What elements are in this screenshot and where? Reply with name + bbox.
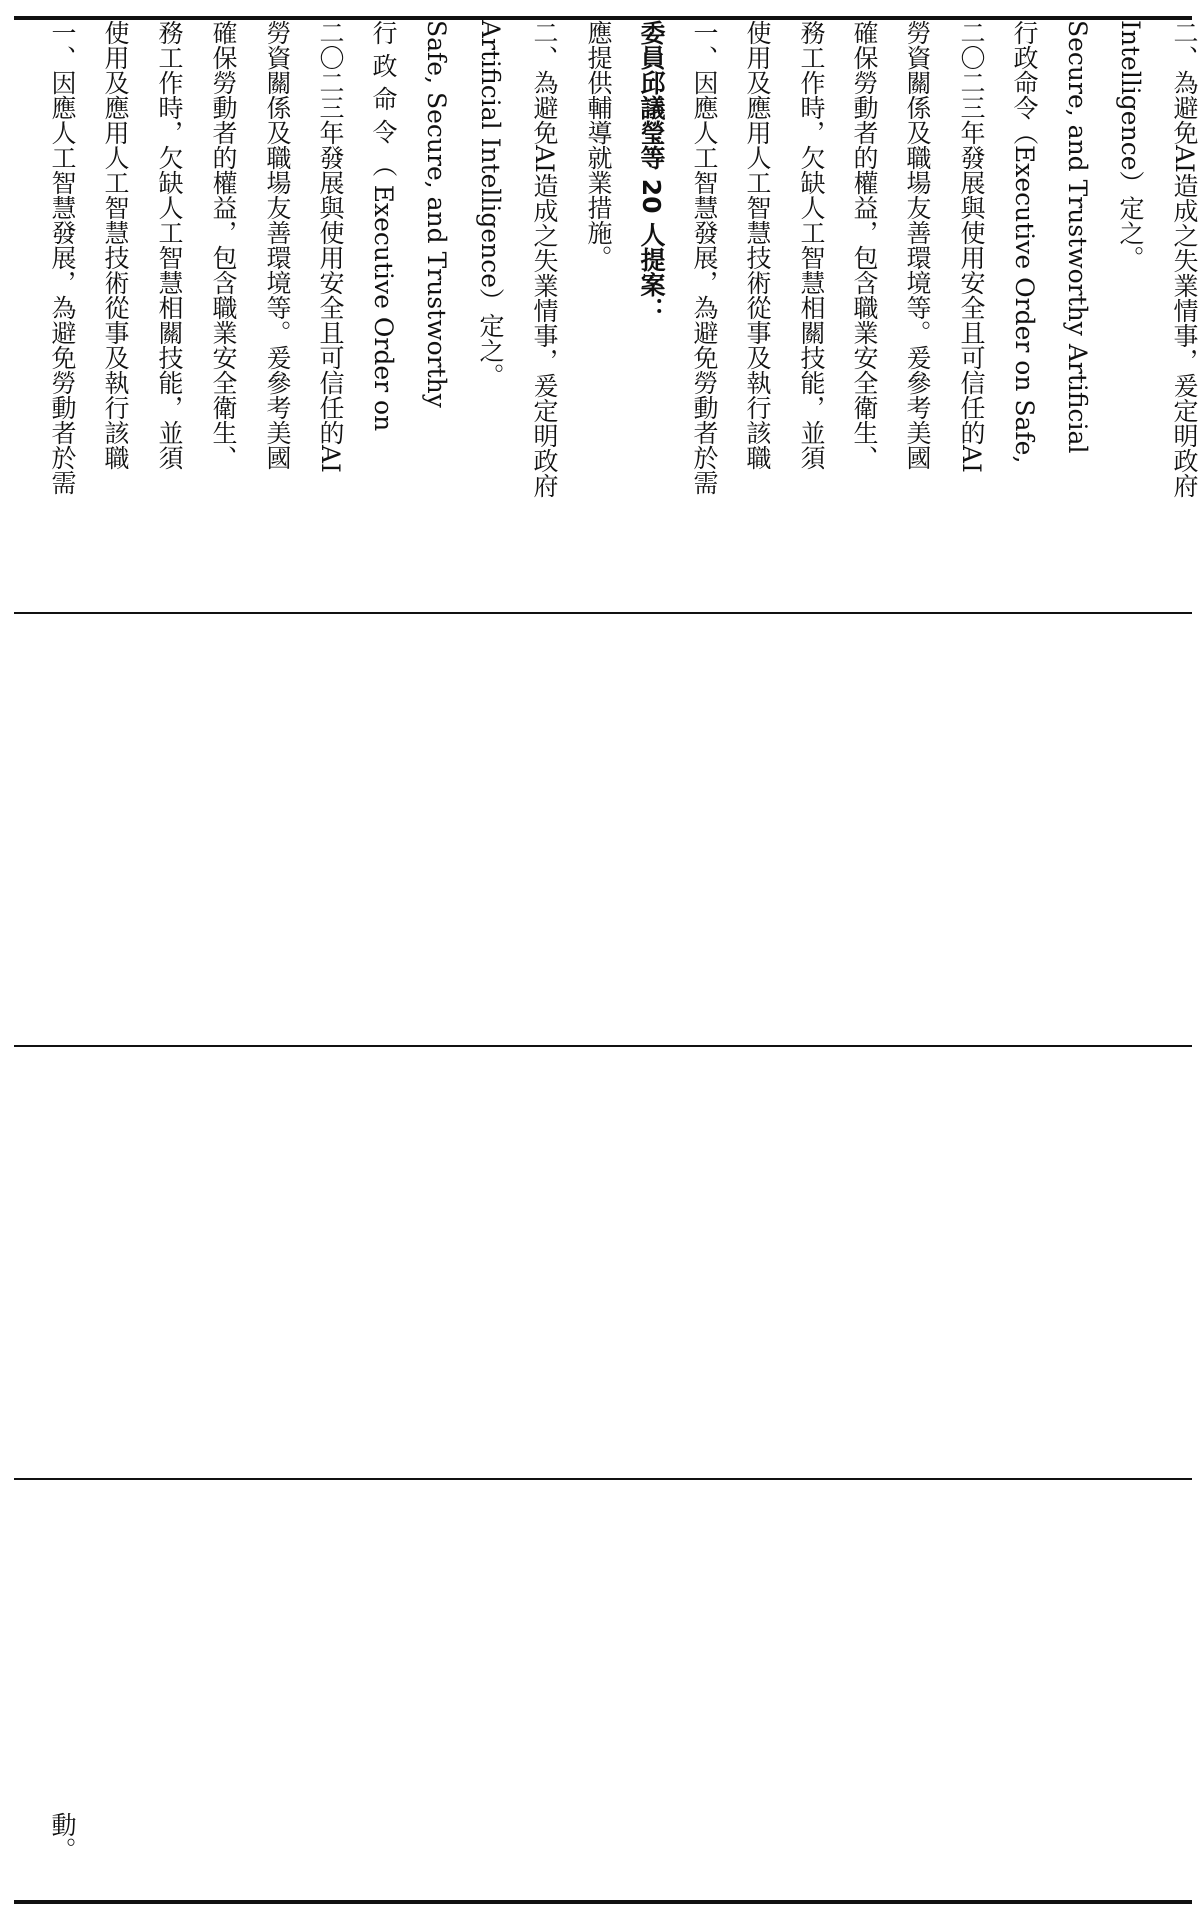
- explanation-line: 二〇二三年發展與使用安全且可信任的AI: [316, 20, 345, 473]
- explanation-line: Secure, and Trustworthy Artificial: [1063, 20, 1092, 454]
- proposal-heading: 委員邱議瑩等 20 人提案：: [637, 20, 666, 323]
- explanation-line: 動。: [48, 1812, 77, 1862]
- explanation-line: 使用及應用人工智慧技術從事及執行該職: [101, 20, 130, 470]
- explanation-line: 二、為避免AI造成之失業情事，爰定明政府: [1170, 20, 1199, 498]
- explanation-line: 勞資關係及職場友善環境等。爰參考美國: [903, 20, 932, 470]
- explanation-line: 確保勞動者的權益，包含職業安全衛生、: [850, 20, 879, 470]
- explanation-line: 勞資關係及職場友善環境等。爰參考美國: [263, 20, 292, 470]
- explanation-line: 行 政 命 令 （ Executive Order on: [369, 20, 398, 432]
- explanation-line: 行政命令（Executive Order on Safe,: [1010, 20, 1039, 464]
- explanation-line: 確保勞動者的權益，包含職業安全衛生、: [209, 20, 238, 470]
- explanation-line: 二、為避免AI造成之失業情事，爰定明政府: [530, 20, 559, 498]
- explanation-line: Artificial Intelligence）定之。: [476, 20, 505, 389]
- table-row: [14, 20, 1199, 610]
- explanation-line: 使用及應用人工智慧技術從事及執行該職: [743, 20, 772, 470]
- table-row: [14, 614, 1192, 1044]
- table-row: [14, 1480, 1192, 1900]
- explanation-line: Safe, Secure, and Trustworthy: [422, 20, 451, 408]
- explanation-line: Intelligence）定之。: [1116, 20, 1145, 271]
- explanation-line: 應提供輔導就業措施。: [584, 20, 613, 270]
- explanation-line: 務工作時，欠缺人工智慧相關技能，並須: [155, 20, 184, 470]
- explanation-line: 一、因應人工智慧發展，為避免勞動者於需: [690, 20, 719, 495]
- explanation-line: 二〇二三年發展與使用安全且可信任的AI: [957, 20, 986, 473]
- explanation-line: 一、因應人工智慧發展，為避免勞動者於需: [48, 20, 77, 495]
- table-bottom-border: [14, 1900, 1192, 1904]
- explanation-line: 務工作時，欠缺人工智慧相關技能，並須: [797, 20, 826, 470]
- table-row: [14, 1047, 1192, 1477]
